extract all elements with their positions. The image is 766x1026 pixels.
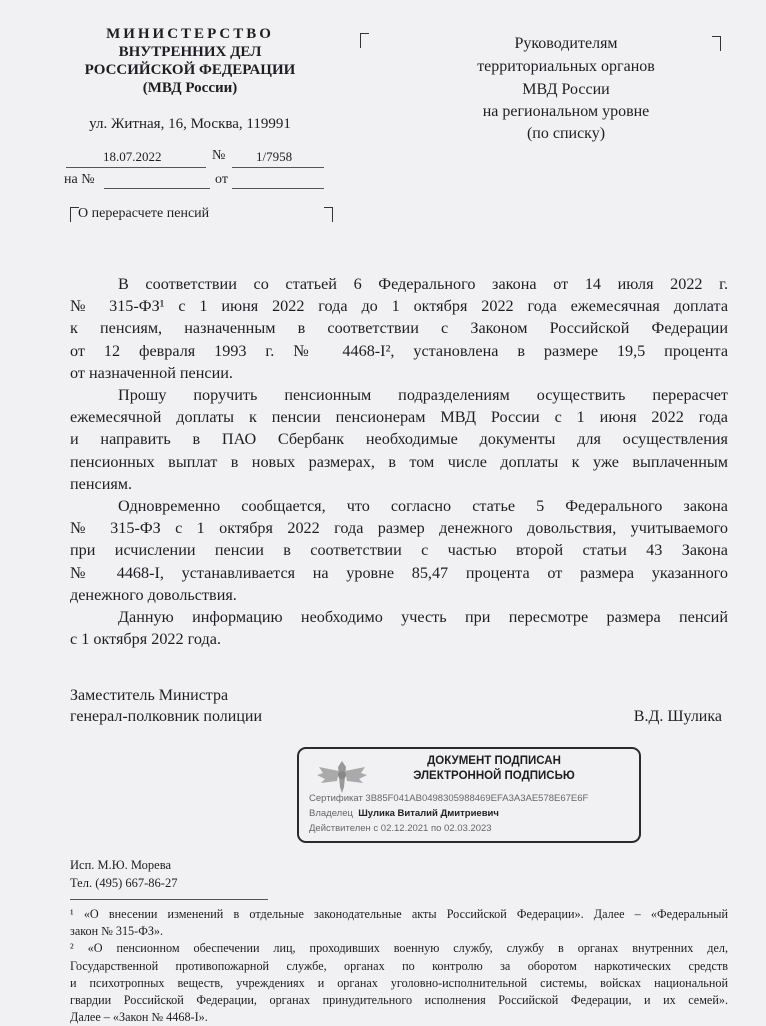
executor-phone: Тел. (495) 667-86-27 xyxy=(70,876,178,890)
footnote-line: и психотропных веществ, учреждениях и органах уголовно-исполнительной системы, войсках национальной xyxy=(70,975,728,990)
body-line: и направить в ПАО Сбербанк необходимые документы для осуществления xyxy=(70,430,728,449)
doc-date: 18.07.2022 xyxy=(103,149,162,164)
stamp-owner: Шулика Виталий Дмитриевич xyxy=(358,808,499,819)
mvd-emblem-icon xyxy=(317,757,367,797)
org-name-line-1: МИНИСТЕРСТВО xyxy=(106,26,274,42)
footnote-line: гвардии Российской Федерации, органах принудительного исполнения Российской Федерации, и их семей». xyxy=(70,993,728,1008)
body-line: Прошу поручить пенсионным подразделениям осуществить перерасчет xyxy=(118,386,728,405)
footnote-line: ¹ «О внесении изменений в отдельные законодательные акты Российской Федерации». Далее – «Федеральный xyxy=(70,907,728,921)
letter-body xyxy=(70,273,728,650)
body-line: Одновременно сообщается, что согласно статье 5 Федерального закона xyxy=(118,497,728,516)
body-line: пенсионных выплат в новых размерах, в том числе доплаты к уже выплаченным xyxy=(70,452,728,471)
recipient-line-5: (по списку) xyxy=(526,125,606,142)
body-line: к пенсиям, назначенным в соответствии с Законом Российской Федерации xyxy=(70,319,728,338)
org-name-line-3: РОССИЙСКОЙ ФЕДЕРАЦИИ xyxy=(84,62,296,78)
ref-from-label: от xyxy=(215,172,228,187)
e-signature-stamp xyxy=(297,747,641,843)
body-line: денежного довольствия. xyxy=(70,585,237,604)
body-line: от 12 февраля 1993 г. № 4468-I², установлена в размере 19,5 процента xyxy=(70,341,728,360)
body-line: № 315-ФЗ с 1 октября 2022 года размер денежного довольствия, учитываемого xyxy=(70,519,728,538)
executor-name: Исп. М.Ю. Морева xyxy=(70,858,171,872)
recipient-line-3: МВД России xyxy=(522,81,610,98)
recipient-line-4: на региональном уровне xyxy=(482,103,650,120)
recipient-line-1: Руководителям xyxy=(514,35,618,52)
footnote-line: закон № 315-ФЗ». xyxy=(70,924,164,939)
subject: О перерасчете пенсий xyxy=(78,206,210,221)
body-line: от назначенной пенсии. xyxy=(70,363,233,382)
body-line: Данную информацию необходимо учесть при пересмотре размера пенсий xyxy=(118,608,728,627)
org-name-line-2: ВНУТРЕННИХ ДЕЛ xyxy=(118,44,262,60)
stamp-title-1: ДОКУМЕНТ ПОДПИСАН xyxy=(427,755,561,767)
body-line: № 315-ФЗ¹ с 1 июня 2022 года до 1 октября 2022 года ежемесячная доплата xyxy=(70,297,728,316)
org-address: ул. Житная, 16, Москва, 119991 xyxy=(89,116,291,132)
body-line: № 4468-I, устанавливается на уровне 85,47 процента от размера указанного xyxy=(70,563,728,582)
number-label: № xyxy=(212,148,226,163)
footnotes xyxy=(70,906,728,1026)
stamp-title-2: ЭЛЕКТРОННОЙ ПОДПИСЬЮ xyxy=(413,770,575,782)
stamp-owner-label: Владелец xyxy=(309,808,353,819)
footnote-line: ² «О пенсионном обеспечении лиц, проходивших военную службу, службу в органах внутренних дел, xyxy=(70,941,728,956)
signer-position: Заместитель Министра xyxy=(70,687,229,704)
body-line: пенсиям. xyxy=(70,474,133,493)
recipient-line-2: территориальных органов xyxy=(477,58,655,75)
org-name-line-4: (МВД России) xyxy=(142,80,238,96)
footnote-line: Государственной противопожарной службе, органах по контролю за оборотом наркотических средств xyxy=(70,958,728,973)
body-line: при исчислении пенсии в соответствии с частью второй статьи 43 Закона xyxy=(70,541,728,560)
stamp-certificate: Сертификат 3B85F041AB0498305988469EFA3A3AE578E67E6F xyxy=(309,793,589,804)
signer-name: В.Д. Шулика xyxy=(633,708,722,725)
signer-rank: генерал-полковник полиции xyxy=(70,708,263,725)
footnote-line: Далее – «Закон № 4468-I». xyxy=(70,1010,208,1025)
doc-number: 1/7958 xyxy=(256,149,293,164)
stamp-validity: Действителен с 02.12.2021 по 02.03.2023 xyxy=(309,823,492,834)
ref-label: на № xyxy=(64,172,95,187)
body-line: ежемесячной доплаты к пенсии пенсионерам МВД России с 1 июня 2022 года xyxy=(70,408,728,427)
body-line: с 1 октября 2022 года. xyxy=(70,630,221,649)
body-line: В соответствии со статьей 6 Федерального закона от 14 июля 2022 г. xyxy=(118,275,728,293)
